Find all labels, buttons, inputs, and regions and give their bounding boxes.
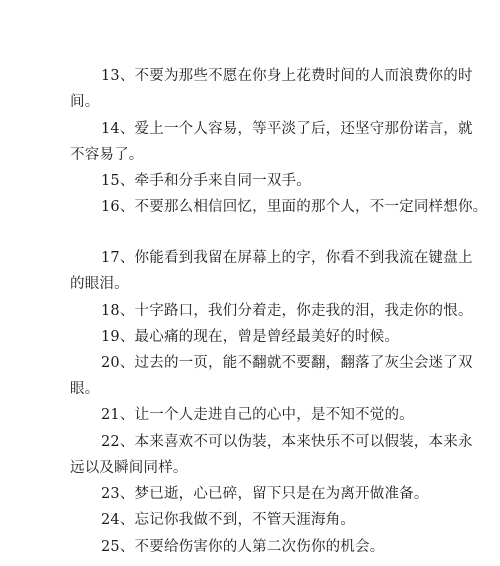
text-line: 19、最心痛的现在，曾是曾经最美好的时候。 xyxy=(101,329,400,345)
text-line: 22、本来喜欢不可以伪装，本来快乐不可以假装，本来永 xyxy=(101,434,473,450)
text-line: 21、让一个人走进自己的心中，是不知不觉的。 xyxy=(101,407,414,423)
text-line: 17、你能看到我留在屏幕上的字，你看不到我流在键盘上 xyxy=(101,250,473,266)
text-line: 24、忘记你我做不到，不管天涯海角。 xyxy=(101,512,356,528)
text-line: 的眼泪。 xyxy=(70,276,129,292)
text-line: 远以及瞬间同样。 xyxy=(70,460,188,476)
text-line: 20、过去的一页，能不翻就不要翻，翻落了灰尘会迷了双 xyxy=(101,355,473,371)
text-line: 不容易了。 xyxy=(70,147,144,163)
text-line: 间。 xyxy=(70,94,100,110)
text-line: 14、爱上一个人容易，等平淡了后，还坚守那份诺言，就 xyxy=(101,121,473,137)
text-line: 23、梦已逝，心已碎，留下只是在为离开做准备。 xyxy=(101,486,429,502)
text-line: 15、牵手和分手来自同一双手。 xyxy=(101,173,311,189)
text-line: 16、不要那么相信回忆，里面的那个人，不一定同样想你。 xyxy=(101,199,488,215)
text-line: 25、不要给伤害你的人第二次伤你的机会。 xyxy=(101,539,385,555)
text-line: 13、不要为那些不愿在你身上花费时间的人而浪费你的时 xyxy=(101,68,473,84)
text-line: 眼。 xyxy=(70,381,100,397)
text-line: 18、十字路口，我们分着走，你走我的泪，我走你的恨。 xyxy=(101,303,473,319)
